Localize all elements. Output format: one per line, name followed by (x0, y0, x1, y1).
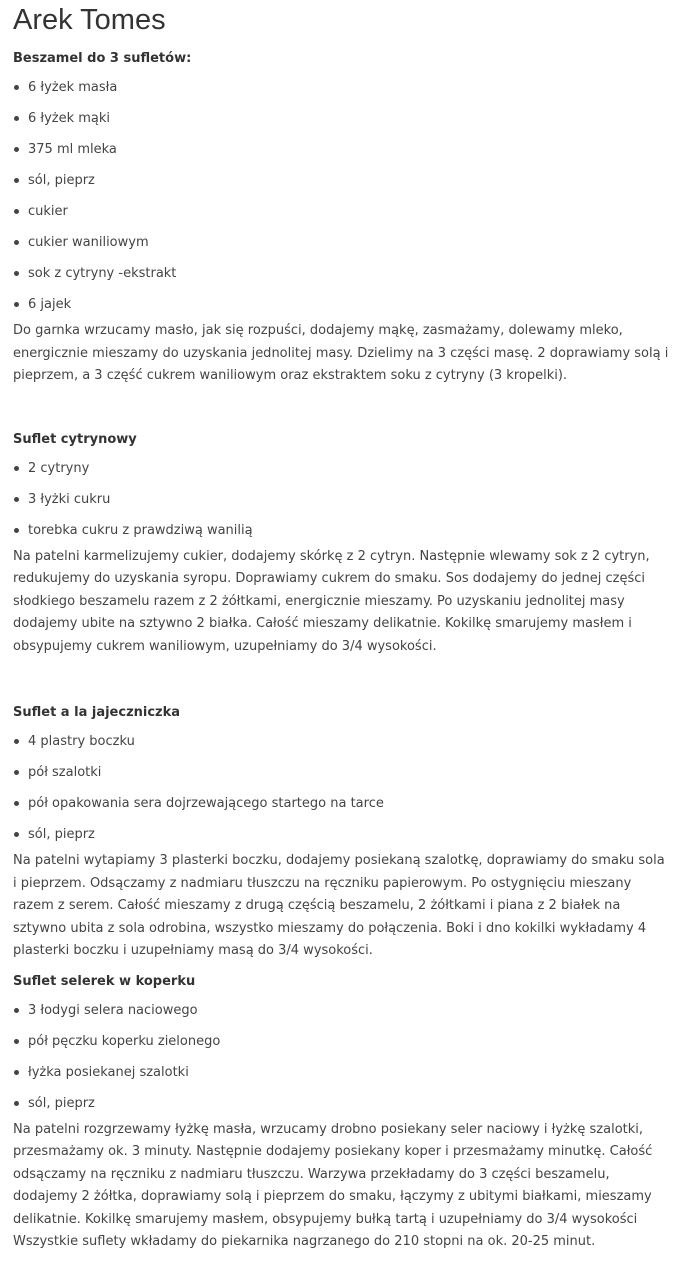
author-name: Arek Tomes (13, 4, 166, 36)
list-item: 3 łodygi selera naciowego (13, 995, 672, 1026)
list-item: 6 jajek (13, 289, 672, 320)
final-note: Wszystkie suflety wkładamy do piekarnika nagrzanego do 210 stopni na ok. 20-25 minut. (13, 1234, 596, 1249)
section-suflet-selerek (13, 973, 672, 1232)
bullet-icon (14, 116, 19, 121)
bullet-icon (14, 1101, 19, 1106)
list-item: torebka cukru z prawdziwą wanilią (13, 515, 672, 546)
bullet-icon (14, 271, 19, 276)
bullet-icon (14, 1039, 19, 1044)
bullet-icon (14, 1070, 19, 1075)
bullet-icon (14, 801, 19, 806)
list-item: pół szalotki (13, 757, 672, 788)
section-beszamel (13, 50, 672, 388)
ingredient-list (13, 995, 672, 1119)
section-title: Suflet selerek w koperku (13, 973, 196, 989)
bullet-icon (14, 739, 19, 744)
section-title: Beszamel do 3 sufletów: (13, 51, 192, 66)
list-item: cukier waniliowym (13, 227, 672, 258)
section-title: Suflet cytrynowy (13, 431, 137, 447)
section-description: Na patelni wytapiamy 3 plasterki boczku, dodajemy posiekaną szalotkę, doprawiamy do smaku sola i pieprzem. Odsączamy z nadmiaru tłuszczu na ręczniku papierowym. Po ostygnięciu mieszany razem z serem. Całość mieszamy z drugą częścią beszamelu, 2 żółtkami i piana z 2 białek na sztywno ubita z sola odrobina, wszystko mieszamy do połączenia. Boki i dno kokilki wykładamy 4 plasterki boczku i uzupełniamy masą do 3/4 wysokości. (13, 853, 665, 958)
list-item: 375 ml mleka (13, 134, 672, 165)
list-item: 2 cytryny (13, 453, 672, 484)
bullet-icon (14, 240, 19, 245)
list-item: sól, pieprz (13, 165, 672, 196)
list-item: 6 łyżek mąki (13, 103, 672, 134)
bullet-icon (14, 209, 19, 214)
section-suflet-jajeczniczka (13, 704, 672, 963)
list-item: 3 łyżki cukru (13, 484, 672, 515)
section-suflet-cytrynowy (13, 431, 672, 659)
ingredient-list (13, 726, 672, 850)
list-item: sok z cytryny -ekstrakt (13, 258, 672, 289)
bullet-icon (14, 770, 19, 775)
bullet-icon (14, 497, 19, 502)
bullet-icon (14, 147, 19, 152)
section-description: Na patelni rozgrzewamy łyżkę masła, wrzucamy drobno posiekany seler naciowy i łyżkę szalotki, przesmażamy ok. 3 minuty. Następnie dodajemy posiekany koper i przesmażamy minutkę. Całość odsączamy na ręczniku z nadmiaru tłuszczu. Warzywa przekładamy do 3 części beszamelu, dodajemy 2 żółtka, doprawiamy solą i pieprzem do smaku, łączymy z ubitymi białkami, mieszamy delikatnie. Kokilkę smarujemy masłem, obsypujemy bułką tartą i uzupełniamy do 3/4 wysokości (13, 1121, 653, 1227)
bullet-icon (14, 1008, 19, 1013)
section-title: Suflet a la jajeczniczka (13, 705, 181, 720)
list-item: 4 plastry boczku (13, 726, 672, 757)
list-item: łyżka posiekanej szalotki (13, 1057, 672, 1088)
bullet-icon (14, 832, 19, 837)
ingredient-list (13, 72, 672, 320)
bullet-icon (14, 302, 19, 307)
list-item: pół opakowania sera dojrzewającego startego na tarce (13, 788, 672, 819)
section-description: Na patelni karmelizujemy cukier, dodajemy skórkę z 2 cytryn. Następnie wlewamy sok z 2 cytryn, redukujemy do uzyskania syropu. Doprawiamy cukrem do smaku. Sos dodajemy do jednej części słodkiego beszamelu razem z 2 żółtkami, energicznie mieszamy. Po uzyskaniu jednolitej masy dodajemy ubite na sztywno 2 białka. Całość mieszamy delikatnie. Kokilkę smarujemy masłem i obsypujemy cukrem waniliowym, uzupełniamy do 3/4 wysokości. (13, 548, 650, 654)
bullet-icon (14, 528, 19, 533)
bullet-icon (14, 466, 19, 471)
bullet-icon (14, 178, 19, 183)
list-item: pół pęczku koperku zielonego (13, 1026, 672, 1057)
list-item: sól, pieprz (13, 819, 672, 850)
list-item: cukier (13, 196, 672, 227)
section-description: Do garnka wrzucamy masło, jak się rozpuści, dodajemy mąkę, zasmażamy, dolewamy mleko, energicznie mieszamy do uzyskania jednolitej masy. Dzielimy na 3 części masę. 2 doprawiamy solą i pieprzem, a 3 część cukrem waniliowym oraz ekstraktem soku z cytryny (3 kropelki). (13, 323, 669, 383)
ingredient-list (13, 453, 672, 546)
list-item: 6 łyżek masła (13, 72, 672, 103)
bullet-icon (14, 85, 19, 90)
list-item: sól, pieprz (13, 1088, 672, 1119)
